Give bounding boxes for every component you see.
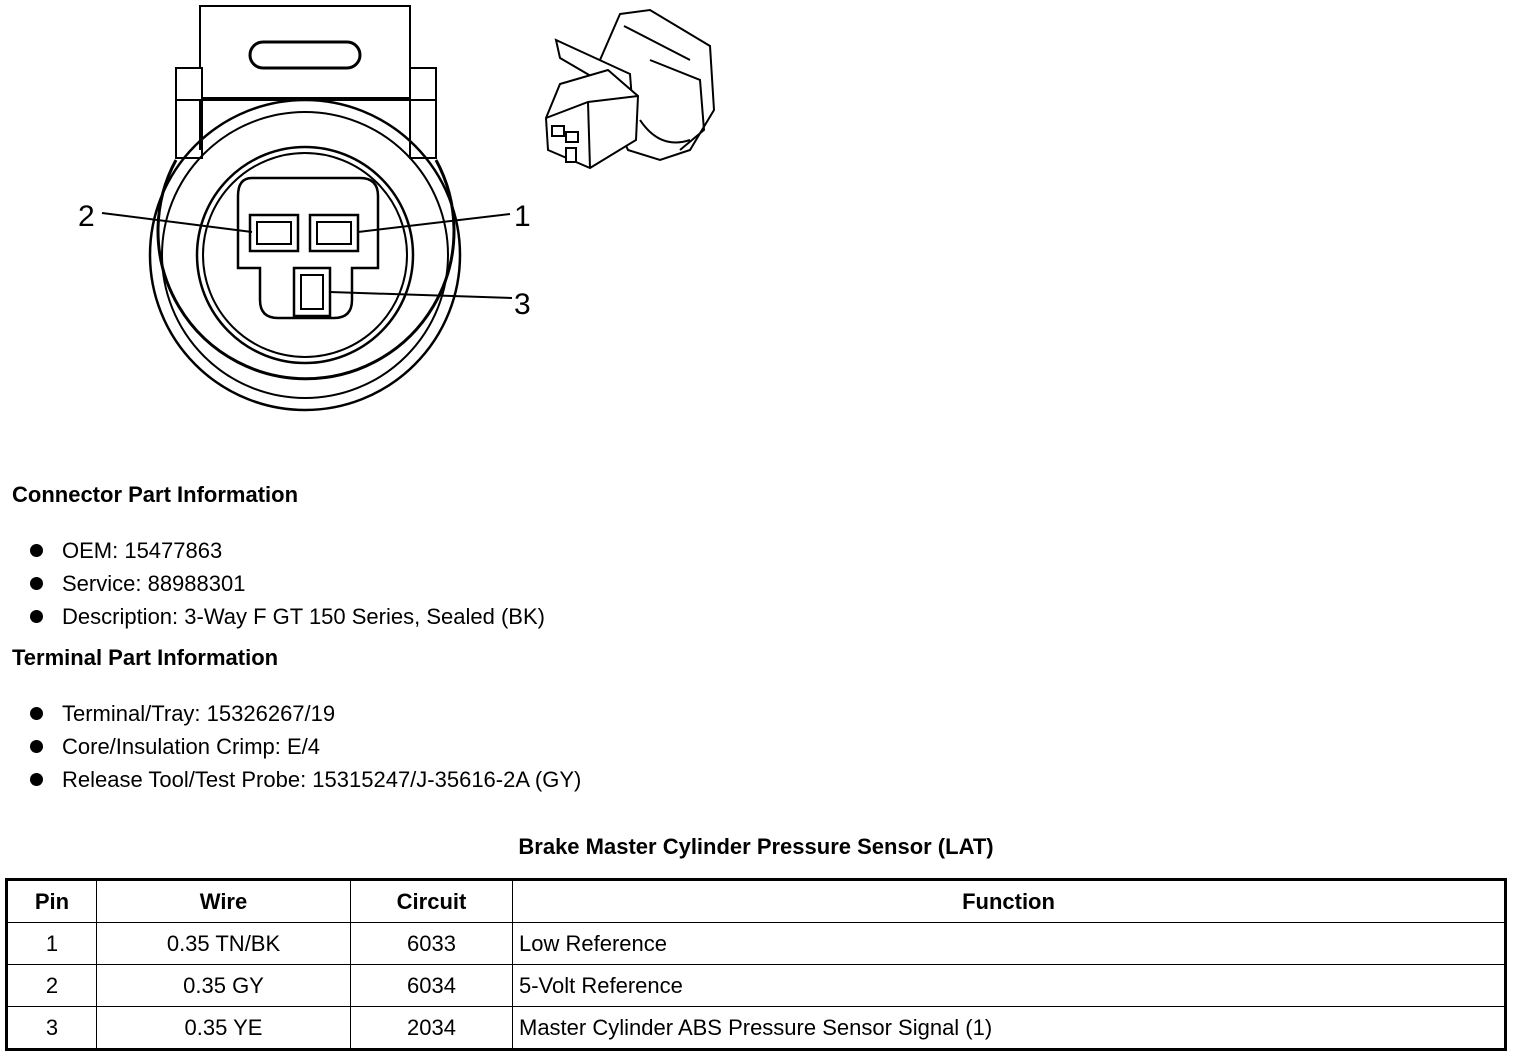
- cell-function: 5-Volt Reference: [513, 965, 1506, 1007]
- header-pin: Pin: [7, 880, 97, 923]
- cell-wire: 0.35 TN/BK: [97, 923, 351, 965]
- cell-pin: 2: [7, 965, 97, 1007]
- connector-diagram: [0, 0, 760, 430]
- list-item: Release Tool/Test Probe: 15315247/J-35616-2A (GY): [28, 763, 581, 796]
- header-function: Function: [513, 880, 1506, 923]
- cell-pin: 1: [7, 923, 97, 965]
- table-row: [7, 923, 1506, 965]
- table-title: Brake Master Cylinder Pressure Sensor (LAT): [518, 834, 994, 859]
- cell-circuit: 6034: [351, 965, 513, 1007]
- header-wire: Wire: [97, 880, 351, 923]
- list-item: Description: 3-Way F GT 150 Series, Sealed (BK): [28, 600, 545, 633]
- cell-circuit: 2034: [351, 1007, 513, 1050]
- table-row: [7, 965, 1506, 1007]
- pinout-table: [5, 878, 1507, 1051]
- cell-function: Master Cylinder ABS Pressure Sensor Signal (1): [513, 1007, 1506, 1050]
- list-item: Terminal/Tray: 15326267/19: [28, 697, 581, 730]
- connector-face-view: [102, 6, 512, 410]
- cell-wire: 0.35 GY: [97, 965, 351, 1007]
- cell-function: Low Reference: [513, 923, 1506, 965]
- cell-pin: 3: [7, 1007, 97, 1050]
- list-item: Core/Insulation Crimp: E/4: [28, 730, 581, 763]
- bullet-icon: [30, 740, 43, 753]
- header-circuit: Circuit: [351, 880, 513, 923]
- pin-label-1: 1: [514, 200, 531, 233]
- table-header-row: [7, 880, 1506, 923]
- pin-label-3: 3: [514, 288, 531, 321]
- pin-label-2: 2: [78, 200, 95, 233]
- bullet-icon: [30, 577, 43, 590]
- bullet-icon: [30, 610, 43, 623]
- terminal-info-list: [28, 697, 581, 796]
- cell-circuit: 6033: [351, 923, 513, 965]
- cell-wire: 0.35 YE: [97, 1007, 351, 1050]
- connector-info-title: Connector Part Information: [12, 482, 299, 507]
- connector-isometric-view: [546, 10, 714, 168]
- terminal-info-title: Terminal Part Information: [12, 645, 279, 670]
- list-item: OEM: 15477863: [28, 534, 545, 567]
- connector-info-list: [28, 534, 545, 633]
- bullet-icon: [30, 773, 43, 786]
- bullet-icon: [30, 707, 43, 720]
- bullet-icon: [30, 544, 43, 557]
- table-row: [7, 1007, 1506, 1050]
- list-item: Service: 88988301: [28, 567, 545, 600]
